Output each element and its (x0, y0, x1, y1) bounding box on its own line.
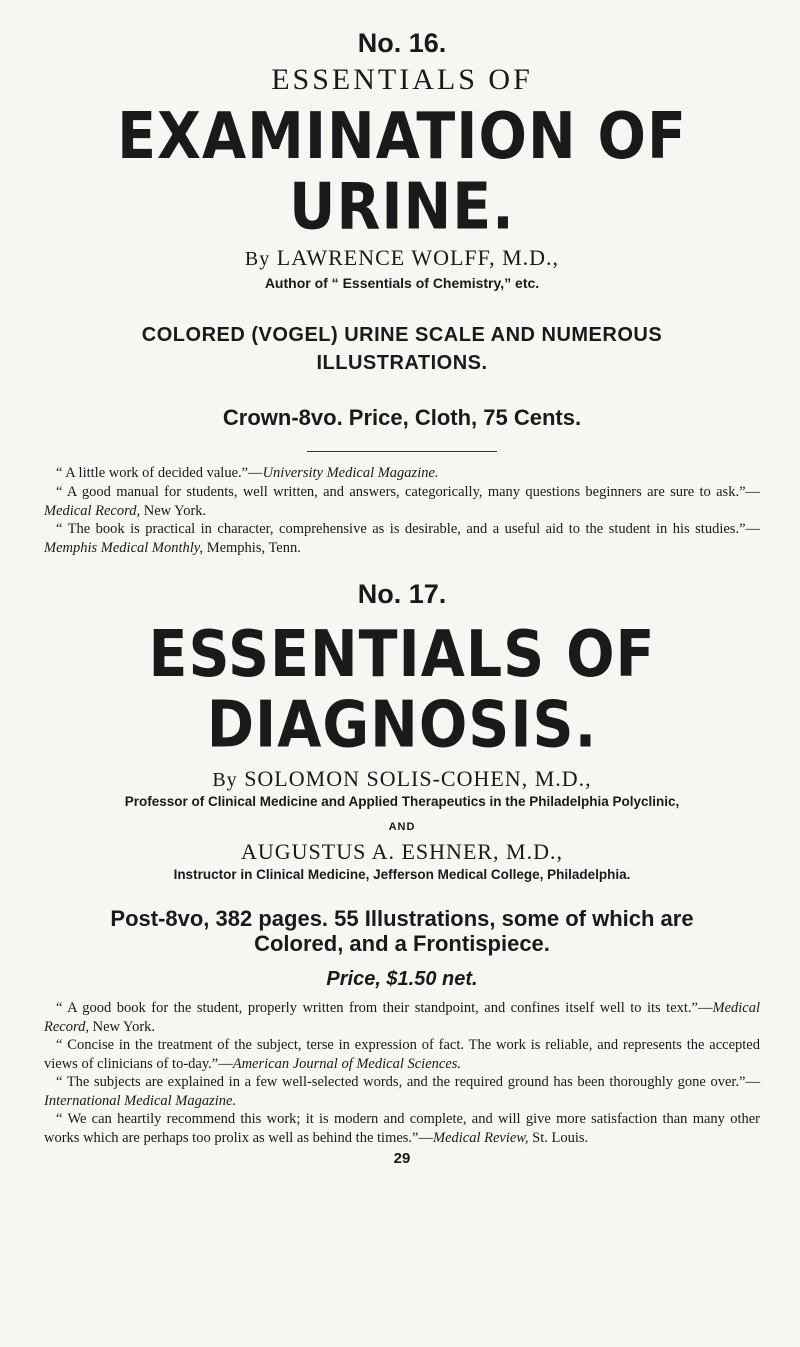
author-note: Professor of Clinical Medicine and Applied Therapeutics in the Philadelphia Polyclinic, (124, 793, 680, 809)
book-17-listing (44, 579, 760, 1166)
review-quote (44, 520, 760, 557)
review-source: Medical Record, (44, 1000, 760, 1035)
reviews (44, 999, 760, 1147)
reviews (44, 464, 760, 557)
author-note: Instructor in Clinical Medicine, Jefferson Medical College, Philadelphia. (173, 866, 631, 882)
review-source: International Medical Magazine. (44, 1092, 237, 1109)
review-text: “ A good book for the student, properly written from their standpoint, and confines itself well to its text.”— (56, 1000, 713, 1017)
features-line: COLORED (VOGEL) URINE SCALE AND NUMEROUS (141, 324, 663, 347)
review-tail: New York. (88, 1018, 156, 1035)
review-text: “ We can heartily recommend this work; it is modern and complete, and will give more satisfaction than many other works which are perhaps too prolix as well as behind the times.”— (44, 1111, 760, 1146)
review-text: “ The subjects are explained in a few well-selected words, and the required ground has been thoroughly gone over.”— (56, 1074, 760, 1091)
price-line: Price, $1.50 net. (326, 968, 478, 991)
byline (44, 766, 760, 792)
author-name: LAWRENCE WOLFF, M.D., (276, 245, 560, 271)
review-tail: New York. (140, 502, 207, 519)
by-label: By (244, 248, 271, 271)
review-tail: St. Louis. (528, 1130, 589, 1146)
features-line: ILLUSTRATIONS. (316, 352, 488, 375)
format-line (44, 906, 760, 957)
book-kicker: ESSENTIALS OF (271, 63, 533, 97)
review-source: Memphis Medical Monthly, (44, 539, 204, 556)
review-tail: Memphis, Tenn. (203, 539, 301, 556)
book-title: EXAMINATION OF URINE. (117, 99, 687, 244)
book-number: No. 17. (357, 579, 447, 610)
review-quote (44, 1110, 760, 1147)
review-source: University Medical Magazine. (262, 465, 439, 482)
review-quote (44, 999, 760, 1036)
review-source: American Journal of Medical Sciences. (232, 1055, 462, 1072)
review-quote (44, 1073, 760, 1110)
book-16-listing (44, 28, 760, 557)
review-text: “ The book is practical in character, comprehensive as is desirable, and a useful aid to the student in his studies.”— (56, 521, 760, 538)
book-title: ESSENTIALS OF DIAGNOSIS. (148, 617, 656, 763)
review-quote (44, 464, 760, 483)
features-banner (44, 321, 760, 377)
format-text: Colored, and a Frontispiece. (254, 930, 550, 956)
byline (44, 245, 760, 271)
divider-rule (307, 451, 497, 452)
price-line: Crown-8vo. Price, Cloth, 75 Cents. (222, 405, 582, 431)
review-text: “ A good manual for students, well written, and answers, categorically, many questions beginners are sure to ask.”— (56, 483, 760, 500)
review-text: “ A little work of decided value.”— (56, 465, 263, 482)
review-quote (44, 483, 760, 520)
and-separator: AND (388, 820, 416, 833)
book-number: No. 16. (357, 28, 447, 58)
author-name: AUGUSTUS A. ESHNER, M.D., (240, 838, 564, 864)
author-note: Author of “ Essentials of Chemistry,” etc. (264, 275, 540, 292)
author-name: SOLOMON SOLIS-COHEN, M.D., (244, 765, 592, 791)
review-source: Medical Review, (433, 1130, 529, 1146)
by-label: By (212, 768, 238, 791)
page-number: 29 (393, 1149, 411, 1167)
review-text: “ Concise in the treatment of the subject, terse in expression of fact. The work is reliable, and represents the accepted views of clinicians of to-day.”— (44, 1037, 760, 1072)
review-quote (44, 1036, 760, 1073)
review-source: Medical Record, (44, 502, 141, 519)
format-text: Post-8vo, 382 pages. 55 Illustrations, some of which are (110, 905, 694, 931)
